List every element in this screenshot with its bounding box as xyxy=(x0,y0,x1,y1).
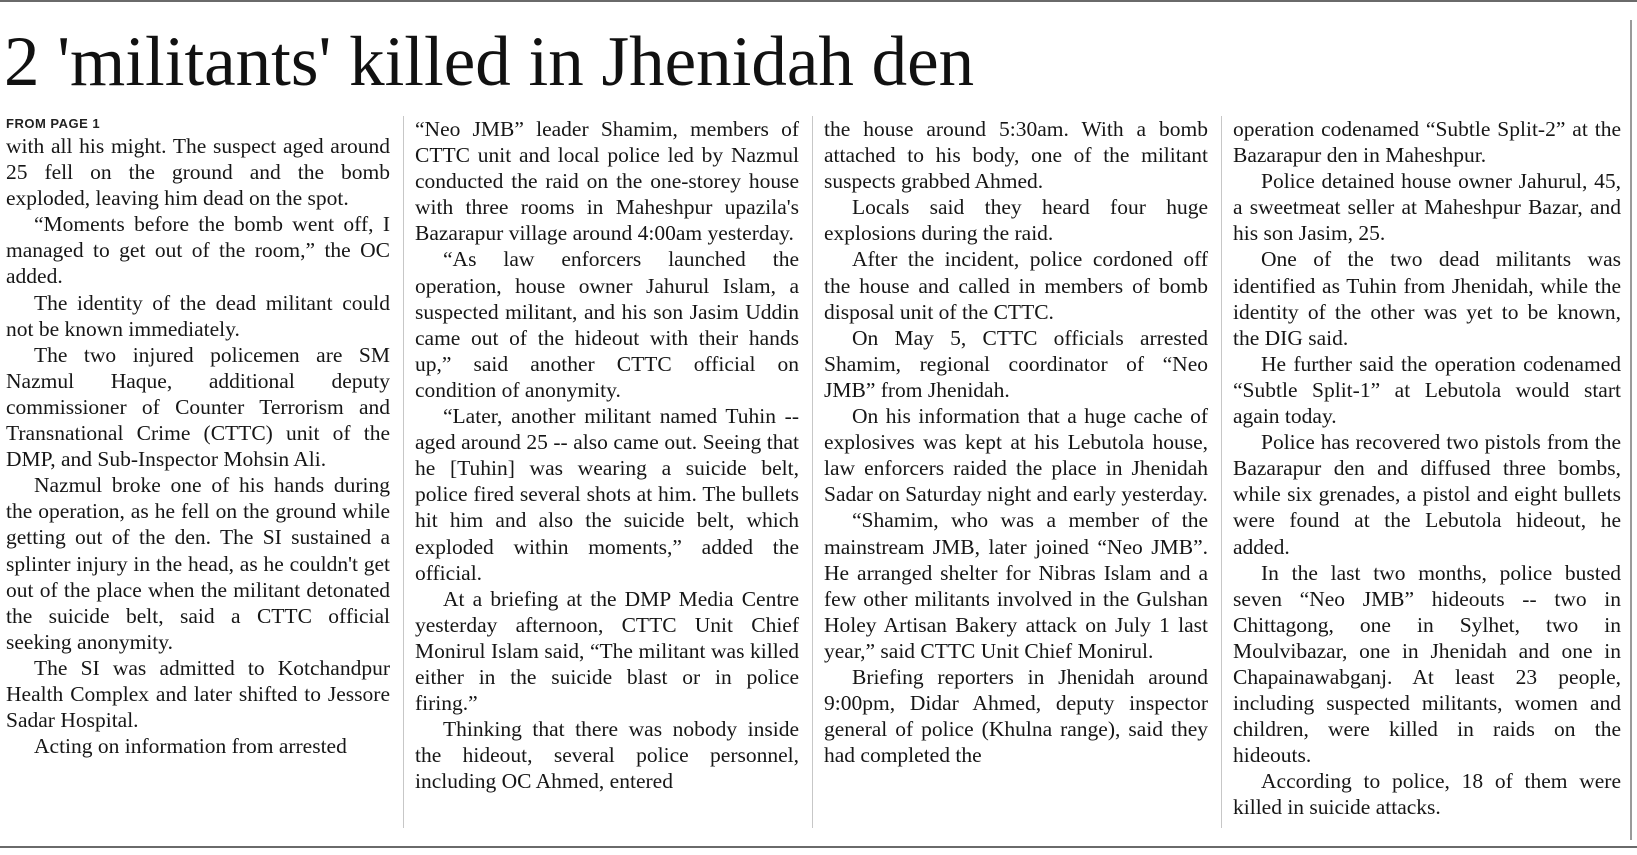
paragraph: “Moments before the bomb went off, I managed to get out of the room,” the OC added. xyxy=(6,212,390,289)
paragraph: Locals said they heard four huge explosions during the raid. xyxy=(824,195,1208,246)
paragraph: Acting on information from arrested xyxy=(34,734,347,759)
paragraph: “As law enforcers launched the operation, house owner Jahurul Islam, a suspected militant, and his son Jasim Uddin came out of the hideout with their hands up,” said another CTTC official on condition of anonymity. xyxy=(415,247,799,402)
paragraph: with all his might. The suspect aged around 25 fell on the ground and the bomb exploded, leaving him dead on the spot. xyxy=(6,134,390,211)
paragraph: The two injured policemen are SM Nazmul Haque, additional deputy commissioner of Counter Terrorism and Transnational Crime (CTTC) unit of the DMP, and Sub-Inspector Mohsin Ali. xyxy=(6,342,390,472)
paragraph: Briefing reporters in Jhenidah around 9:00pm, Didar Ahmed, deputy inspector general of police (Khulna range), said they had completed the xyxy=(824,664,1208,768)
column-divider xyxy=(812,116,813,828)
paragraph: Nazmul broke one of his hands during the operation, as he fell on the ground while getting out of the den. The SI sustained a splinter injury in the head, as he couldn't get out of the place when the militant detonated the suicide belt, said a CTTC official seeking anonymity. xyxy=(6,473,390,654)
paragraph: The SI was admitted to Kotchandpur Health Complex and later shifted to Jessore Sadar Hospital. xyxy=(6,655,390,733)
paragraph: One of the two dead militants was identified as Tuhin from Jhenidah, while the identity of the other was yet to be known, the DIG said. xyxy=(1233,247,1621,350)
headline: 2 'militants' killed in Jhenidah den xyxy=(4,23,975,101)
paragraph: Police has recovered two pistols from the Bazarapur den and diffused three bombs, while six grenades, a pistol and eight bullets were found at the Lebutola hideout, he added. xyxy=(1233,430,1621,559)
paragraph: On May 5, CTTC officials arrested Shamim, regional coordinator of “Neo JMB” from Jhenidah. xyxy=(824,325,1208,402)
column-divider xyxy=(1221,116,1222,828)
paragraph: “Neo JMB” leader Shamim, members of CTTC unit and local police led by Nazmul conducted the raid on the one-storey house with three rooms in Maheshpur upazila's Bazarapur village around 4:00am yesterday. xyxy=(415,117,799,246)
paragraph: “Shamim, who was a member of the mainstream JMB, later joined “Neo JMB”. He arranged shelter for Nibras Islam and a few other militants involved in the Gulshan Holey Artisan Bakery attack on July 1 last year,” said CTTC Unit Chief Monirul. xyxy=(824,508,1208,663)
paragraph: According to police, 18 of them were killed in suicide attacks. xyxy=(1233,769,1621,820)
paragraph: In the last two months, police busted seven “Neo JMB” hideouts -- two in Chittagong, one in Sylhet, two in Moulvibazar, one in Jhenidah and one in Chapainawabganj. At least 23 people, including suspected militants, women and children, were killed in raids on the hideouts. xyxy=(1233,560,1621,768)
paragraph: “Later, another militant named Tuhin -- aged around 25 -- also came out. Seeing that he [Tuhin] was wearing a suicide belt, police fired several shots at him. The bullets hit him and also the suicide belt, which exploded within moments,” added the official. xyxy=(415,404,799,585)
article-column-2 xyxy=(415,116,799,794)
column-divider xyxy=(403,116,404,828)
article-column-3 xyxy=(824,116,1208,768)
paragraph: Thinking that there was nobody inside the hideout, several police personnel, including OC Ahmed, entered xyxy=(415,717,799,794)
paragraph: He further said the operation codenamed “Subtle Split-1” at Lebutola would start again today. xyxy=(1233,351,1621,429)
top-rule xyxy=(0,0,1637,2)
paragraph: The identity of the dead militant could not be known immediately. xyxy=(6,290,390,341)
bottom-rule xyxy=(0,846,1637,848)
article-column-4 xyxy=(1233,116,1621,821)
paragraph: On his information that a huge cache of explosives was kept at his Lebutola house, law enforcers raided the place in Jhenidah Sadar on Saturday night and early yesterday. xyxy=(824,404,1208,507)
right-edge-rule xyxy=(1630,20,1632,840)
paragraph: operation codenamed “Subtle Split-2” at the Bazarapur den in Maheshpur. xyxy=(1233,117,1621,168)
jump-label: FROM PAGE 1 xyxy=(6,116,101,131)
paragraph: Police detained house owner Jahurul, 45, a sweetmeat seller at Maheshpur Bazar, and his son Jasim, 25. xyxy=(1233,169,1621,246)
paragraph: the house around 5:30am. With a bomb attached to his body, one of the militant suspects grabbed Ahmed. xyxy=(824,117,1208,194)
paragraph: At a briefing at the DMP Media Centre yesterday afternoon, CTTC Unit Chief Monirul Islam said, “The militant was killed either in the suicide blast or in police firing.” xyxy=(415,586,799,716)
paragraph: After the incident, police cordoned off the house and called in members of bomb disposal unit of the CTTC. xyxy=(824,247,1208,324)
article-column-1 xyxy=(6,116,390,759)
